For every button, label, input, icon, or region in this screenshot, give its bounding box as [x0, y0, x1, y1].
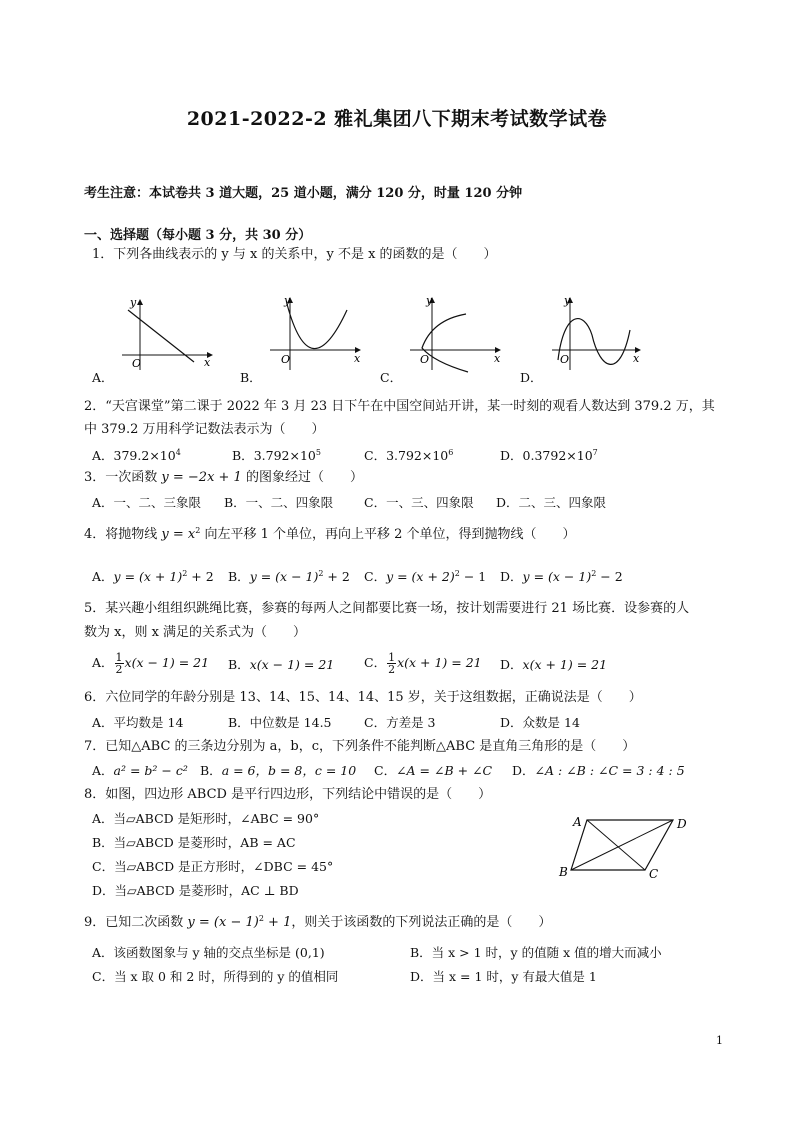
question-2-stem-line2: 中 379.2 万用科学记数法表示为（ ）	[84, 422, 325, 437]
graph-b-origin: O	[281, 353, 291, 366]
graph-a	[122, 296, 212, 370]
graph-a-origin: O	[132, 357, 142, 370]
question-9-stem: 9．已知二次函数 $y = (x - 1)^2 + 1$，则关于该函数的下列说法正确的是（ ）	[84, 914, 552, 930]
question-6-option-b: B．中位数是 14.5	[228, 715, 332, 730]
question-2-stem-line1: 2．“天宫课堂”第二课于 2022 年 3 月 23 日下午在中国空间站开讲，某一时刻的观看人数达到 379.2 万，其	[84, 399, 715, 414]
question-1-option-c: C．	[380, 370, 403, 385]
graph-a-x-label: x	[204, 356, 211, 369]
question-5-option-d: D．x(x + 1) = 21	[500, 657, 608, 672]
exam-notice: 考生注意：本试卷共 3 道大题，25 道小题，满分 120 分，时量 120 分钟	[84, 186, 523, 201]
question-9-option-b: B．当 x > 1 时，y 的值随 x 值的增大而减小	[410, 945, 662, 960]
question-1-stem: 1．下列各曲线表示的 y 与 x 的关系中，y 不是 x 的函数的是（ ）	[92, 247, 497, 262]
question-8-option-b: B．当▱ABCD 是菱形时，AB = AC	[92, 835, 296, 850]
graph-c-origin: O	[420, 353, 430, 366]
question-5-stem-line1: 5．某兴趣小组组织跳绳比赛，参赛的每两人之间都要比赛一场，按计划需要进行 21 场比赛．设参赛的人	[84, 601, 690, 616]
question-9-option-c: C．当 x 取 0 和 2 时，所得到的 y 的值相同	[92, 969, 339, 984]
question-3-stem: 3．一次函数 y = −2x + 1 的图象经过（ ）	[84, 470, 363, 485]
question-8-stem: 8．如图，四边形 ABCD 是平行四边形，下列结论中错误的是（ ）	[84, 787, 492, 802]
question-6-option-a: A．平均数是 14	[92, 715, 184, 730]
graph-a-y-label: y	[130, 296, 137, 309]
question-7-option-d: D．∠A : ∠B : ∠C = 3 : 4 : 5	[512, 763, 685, 778]
question-2-option-c: C．$3.792\times 10^6$	[364, 448, 454, 463]
question-7-option-a: A．a² = b² − c²	[92, 763, 188, 778]
question-1-graphs	[92, 290, 652, 380]
question-4-option-d: D．$y = (x - 1)^2 - 2$	[500, 569, 623, 584]
graph-d-x-label: x	[633, 352, 640, 365]
graph-b-x-label: x	[354, 352, 361, 365]
question-4-option-a: A．$y = (x + 1)^2 + 2$	[92, 569, 214, 584]
vertex-a-label: A	[573, 815, 582, 829]
section-heading: 一、选择题（每小题 3 分，共 30 分）	[84, 228, 312, 243]
question-5-option-c: C． $\frac{1}{2}$ x(x + 1) = 21	[364, 651, 482, 676]
question-3-option-b: B．一、二、四象限	[224, 495, 334, 510]
vertex-b-label: B	[559, 865, 568, 879]
diagonal-ac	[587, 820, 645, 870]
question-7-option-c: C．∠A = ∠B + ∠C	[374, 763, 493, 778]
question-1-option-a: A．	[92, 370, 114, 385]
graph-c	[410, 294, 501, 372]
question-1-option-d: D．	[520, 370, 543, 385]
graph-d-origin: O	[560, 353, 570, 366]
question-8-option-c: C．当▱ABCD 是正方形时，∠DBC = 45°	[92, 859, 334, 874]
question-3-option-c: C．一、三、四象限	[364, 495, 474, 510]
question-7-stem: 7．已知△ABC 的三条边分别为 a，b，c，下列条件不能判断△ABC 是直角三角形的是（ ）	[84, 739, 636, 754]
question-4-option-c: C．$y = (x + 2)^2 - 1$	[364, 569, 487, 584]
question-5-option-b: B．x(x − 1) = 21	[228, 657, 335, 672]
question-3-option-d: D．二、三、四象限	[496, 495, 607, 510]
question-4-stem: 4．将抛物线 $y = x^2$ 向左平移 1 个单位，再向上平移 2 个单位，得到抛物线（ ）	[84, 526, 576, 542]
graph-d	[552, 294, 640, 370]
question-2-option-d: D．$0.3792\times 10^7$	[500, 448, 598, 463]
question-8-option-d: D．当▱ABCD 是菱形时，AC ⊥ BD	[92, 883, 299, 898]
graph-b-y-label: y	[284, 294, 291, 307]
vertex-c-label: C	[649, 867, 659, 881]
question-6-stem: 6．六位同学的年龄分别是 13、14、15、14、14、15 岁，关于这组数据，正确说法是（ ）	[84, 690, 642, 705]
question-9-option-a: A．该函数图象与 y 轴的交点坐标是 (0,1)	[92, 945, 325, 960]
question-6-option-d: D．众数是 14	[500, 715, 580, 730]
question-5-stem-line2: 数为 x，则 x 满足的关系式为（ ）	[84, 625, 307, 640]
question-2-option-b: B．$3.792\times 10^5$	[232, 448, 321, 463]
question-5-option-a: A． $\frac{1}{2}$ x(x − 1) = 21	[92, 651, 210, 676]
graph-b	[270, 294, 361, 370]
question-4-option-b: B．$y = (x - 1)^2 + 2$	[228, 569, 350, 584]
question-2-option-a: A．$379.2\times 10^4$	[92, 448, 181, 463]
vertex-d-label: D	[677, 817, 687, 831]
question-9-option-d: D．当 x = 1 时，y 有最大值是 1	[410, 969, 597, 984]
page-title: 2021-2022-2 雅礼集团八下期末考试数学试卷	[186, 108, 608, 130]
question-8-option-a: A．当▱ABCD 是矩形时，∠ABC = 90°	[92, 811, 320, 826]
graph-c-x-label: x	[494, 352, 501, 365]
diagonal-bd	[571, 820, 673, 870]
parallelogram-figure	[555, 808, 695, 884]
question-6-option-c: C．方差是 3	[364, 715, 436, 730]
graph-d-y-label: y	[564, 294, 571, 307]
question-1-option-b: B．	[240, 370, 262, 385]
graph-c-y-label: y	[426, 294, 433, 307]
question-7-option-b: B．a = 6，b = 8，c = 10	[200, 763, 357, 778]
question-3-option-a: A．一、二、三象限	[92, 495, 202, 510]
page-number: 1	[716, 1034, 723, 1047]
